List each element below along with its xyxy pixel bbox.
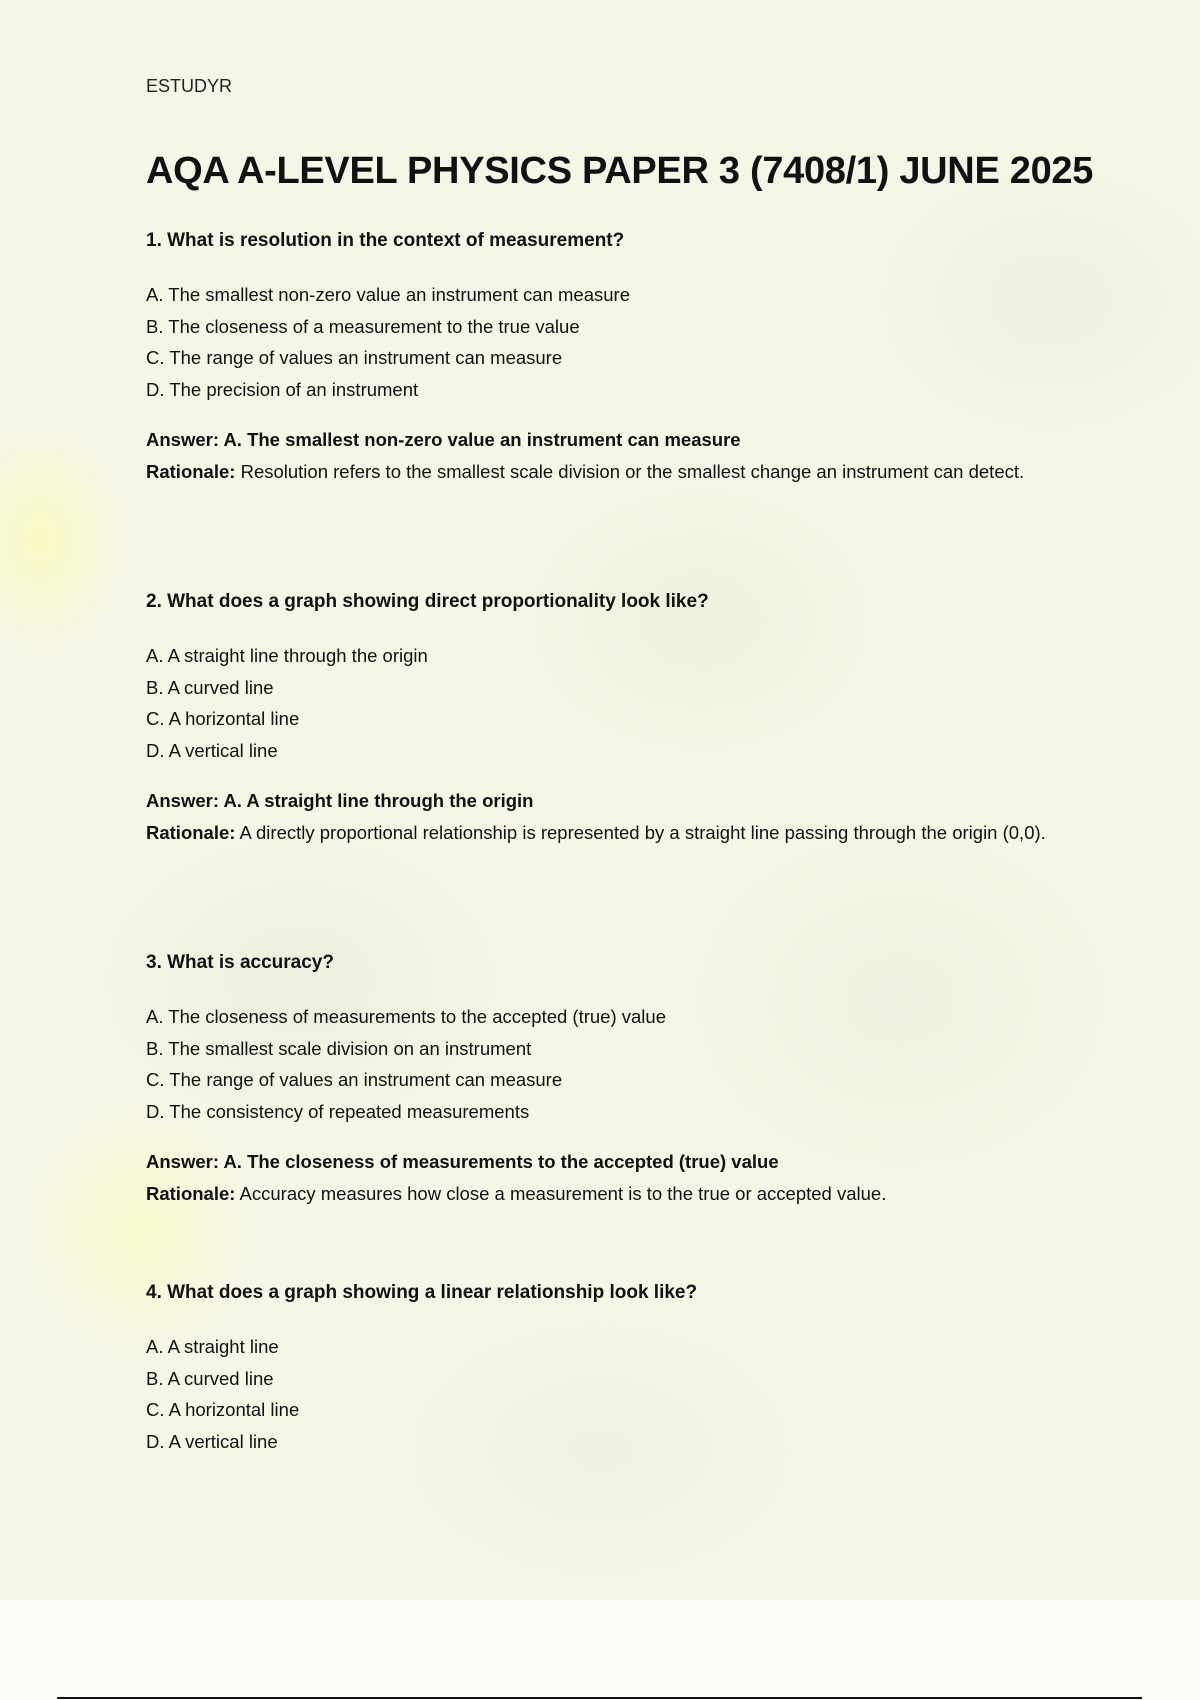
option-b: B. A curved line [146,1367,274,1389]
option-c: C. The range of values an instrument can measure [146,347,563,368]
question-block-3 [146,951,1076,1209]
option-a: A. A straight line through the origin [146,645,428,666]
rationale-text: Accuracy measures how close a measurement is to the true or accepted value. [235,1182,887,1204]
option-c: C. A horizontal line [146,708,300,729]
question-text: 1. What is resolution in the context of measurement? [146,230,625,251]
option-d: D. The precision of an instrument [146,378,419,400]
option-a: A. The closeness of measurements to the accepted (true) value [146,1006,666,1027]
rationale-text: A directly proportional relationship is represented by a straight line passing through the origin (0,0). [235,821,1046,843]
rationale-label: Rationale: [146,1182,236,1204]
rationale [146,817,1076,849]
option-b: B. A curved line [146,676,274,698]
question-text: 2. What does a graph showing direct proportionality look like? [146,591,709,612]
footer-rule [57,1697,1142,1699]
rationale-text: Resolution refers to the smallest scale division or the smallest change an instrument can detect. [235,460,1025,482]
question-block-2 [146,590,1076,848]
document-title: AQA A-LEVEL PHYSICS PAPER 3 (7408/1) JUNE 2025 [146,150,1094,192]
brand-label: ESTUDYR [146,76,233,96]
question-block-4 [146,1281,1076,1457]
option-d: D. A vertical line [146,739,278,761]
rationale-label: Rationale: [146,821,236,843]
rationale-label: Rationale: [146,460,236,482]
option-d: D. A vertical line [146,1430,278,1452]
rationale [146,1178,1076,1210]
answer-line: Answer: A. The closeness of measurements to the accepted (true) value [146,1151,779,1172]
option-d: D. The consistency of repeated measurements [146,1100,530,1122]
option-c: C. The range of values an instrument can measure [146,1069,563,1090]
option-a: A. The smallest non-zero value an instrument can measure [146,284,630,305]
question-text: 3. What is accuracy? [146,952,334,973]
option-b: B. The smallest scale division on an instrument [146,1037,532,1059]
option-b: B. The closeness of a measurement to the true value [146,315,580,337]
answer-line: Answer: A. The smallest non-zero value an instrument can measure [146,429,741,450]
rationale [146,456,1076,488]
question-block-1 [146,229,1076,487]
page-bottom-margin [0,1600,1200,1700]
answer-line: Answer: A. A straight line through the origin [146,790,534,811]
option-c: C. A horizontal line [146,1399,300,1420]
question-text: 4. What does a graph showing a linear relationship look like? [146,1282,698,1303]
option-a: A. A straight line [146,1336,279,1357]
